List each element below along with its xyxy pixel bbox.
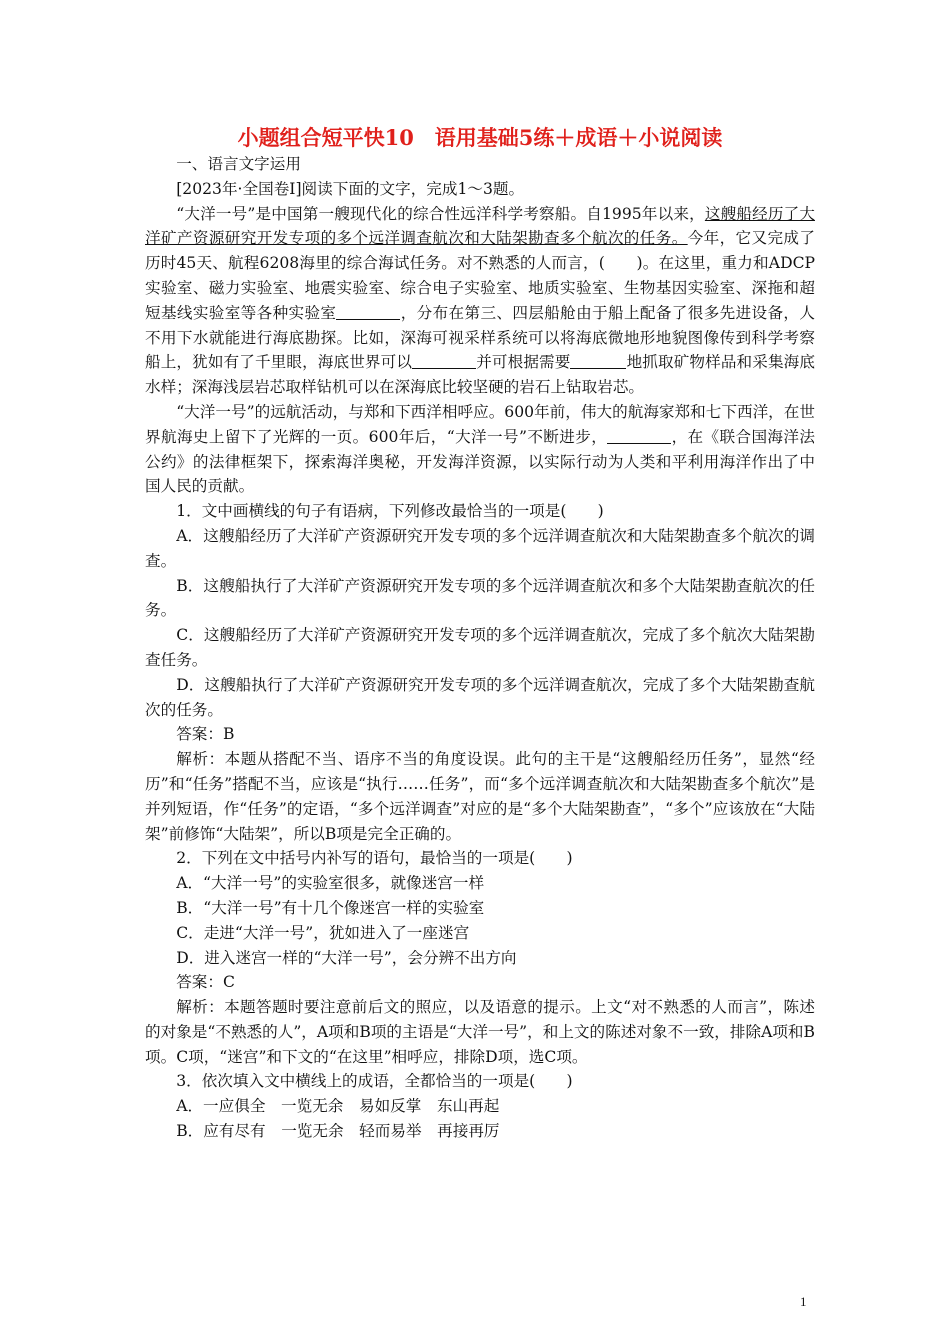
fill-blank-2: [412, 353, 476, 370]
question-1-stem: 1．文中画横线的句子有语病，下列修改最恰当的一项是( ): [176, 502, 604, 521]
fill-blank-3: [570, 353, 626, 370]
question-1-option-d: D．这艘船执行了大洋矿产资源研究开发专项的多个远洋调查航次，完成了多个大陆架勘查航次的任务。: [145, 675, 815, 719]
question-2-answer: 答案：C: [176, 973, 235, 992]
question-3-stem: 3．依次填入文中横线上的成语，全都恰当的一项是( ): [176, 1072, 573, 1091]
question-3-option-a: A．一应俱全 一览无余 易如反掌 东山再起: [176, 1097, 500, 1116]
question-1-option-c: C．这艘船经历了大洋矿产资源研究开发专项的多个远洋调查航次，完成了多个航次大陆架勘查任务。: [145, 626, 815, 669]
underlined-sentence: 这艘船经历了大洋矿产资源研究开发专项的多个远洋调查航次和大陆架勘查多个航次的任务。: [145, 204, 815, 248]
fill-blank-1: [336, 303, 400, 320]
source-line: [2023年·全国卷Ⅰ]阅读下面的文字，完成1～3题。: [176, 179, 525, 198]
question-2-option-b: B．“大洋一号”有十几个像迷宫一样的实验室: [176, 898, 485, 917]
document-body: [145, 152, 815, 1144]
fill-blank-4: [607, 427, 671, 444]
section-heading: 一、语言文字运用: [176, 155, 301, 173]
question-2-option-c: C．走进“大洋一号”，犹如进入了一座迷宫: [176, 923, 470, 942]
question-2-stem: 2．下列在文中括号内补写的语句，最恰当的一项是( ): [176, 849, 573, 868]
passage-paragraph-2: “大洋一号”的远航活动，与郑和下西洋相呼应。600年前，伟大的航海家郑和七下西洋，在世界航海史上留下了光辉的一页。600年后，“大洋一号”不断进步， ，在《联合国海洋法公约》的法律框架下，探索海洋奥秘，开发海洋资源，以实际行动为人类和平利用海洋作出了中国人民的贡献。: [145, 402, 815, 496]
question-1-option-b: B．这艘船执行了大洋矿产资源研究开发专项的多个远洋调查航次和多个大陆架勘查航次的任务。: [145, 576, 815, 620]
question-2-analysis: 解析：本题答题时要注意前后文的照应，以及语意的提示。上文“对不熟悉的人而言”，陈述的对象是“不熟悉的人”，A项和B项的主语是“大洋一号”，和上文的陈述对象不一致，排除A项和B项。C项，“迷宫”和下文的“在这里”相呼应，排除D项，选C项。: [145, 998, 815, 1066]
question-2-option-a: A．“大洋一号”的实验室很多，就像迷宫一样: [176, 874, 485, 893]
page-title: 小题组合短平快10 语用基础5练＋成语＋小说阅读: [237, 125, 723, 150]
passage-paragraph-1: “大洋一号”是中国第一艘现代化的综合性远洋科学考察船。自1995年以来，这艘船经历了大洋矿产资源研究开发专项的多个远洋调查航次和大陆架勘查多个航次的任务。今年，它又完成了历时45天、航程6208海里的综合海试任务。对不熟悉的人而言，( )。在这里，重力和ADCP实验室、磁力实验室、地震实验室、综合电子实验室、地质实验室、生物基因实验室、深拖和超短基线实验室等各种实验室 ，分布在第三、四层船舱由于船上配备了很多先进设备，人不用下水就能进行海底勘探。比如，深海可视采样系统可以将海底微地形地貌图像传到科学考察船上，犹如有了千里眼，海底世界可以 并可根据需要 地抓取矿物样品和采集海底水样；深海浅层岩芯取样钻机可以在深海底比较坚硬的岩石上钻取岩芯。: [145, 204, 815, 397]
question-1-answer: 答案：B: [176, 725, 235, 744]
question-1-option-a: A．这艘船经历了大洋矿产资源研究开发专项的多个远洋调查航次和大陆架勘查多个航次的调查。: [145, 526, 815, 570]
question-3-option-b: B．应有尽有 一览无余 轻而易举 再接再厉: [176, 1122, 500, 1141]
page-number: 1: [800, 1294, 807, 1309]
question-1-analysis: 解析：本题从搭配不当、语序不当的角度设误。此句的主干是“这艘船经历任务”，显然“经历”和“任务”搭配不当，应该是“执行……任务”，而“多个远洋调查航次和大陆架勘查多个航次”是并列短语，作“任务”的定语，“多个远洋调查”对应的是“多个大陆架勘查”，“多个”应该放在“大陆架”前修饰“大陆架”，所以B项是完全正确的。: [145, 750, 815, 843]
question-2-option-d: D．进入迷宫一样的“大洋一号”，会分辨不出方向: [176, 948, 517, 967]
